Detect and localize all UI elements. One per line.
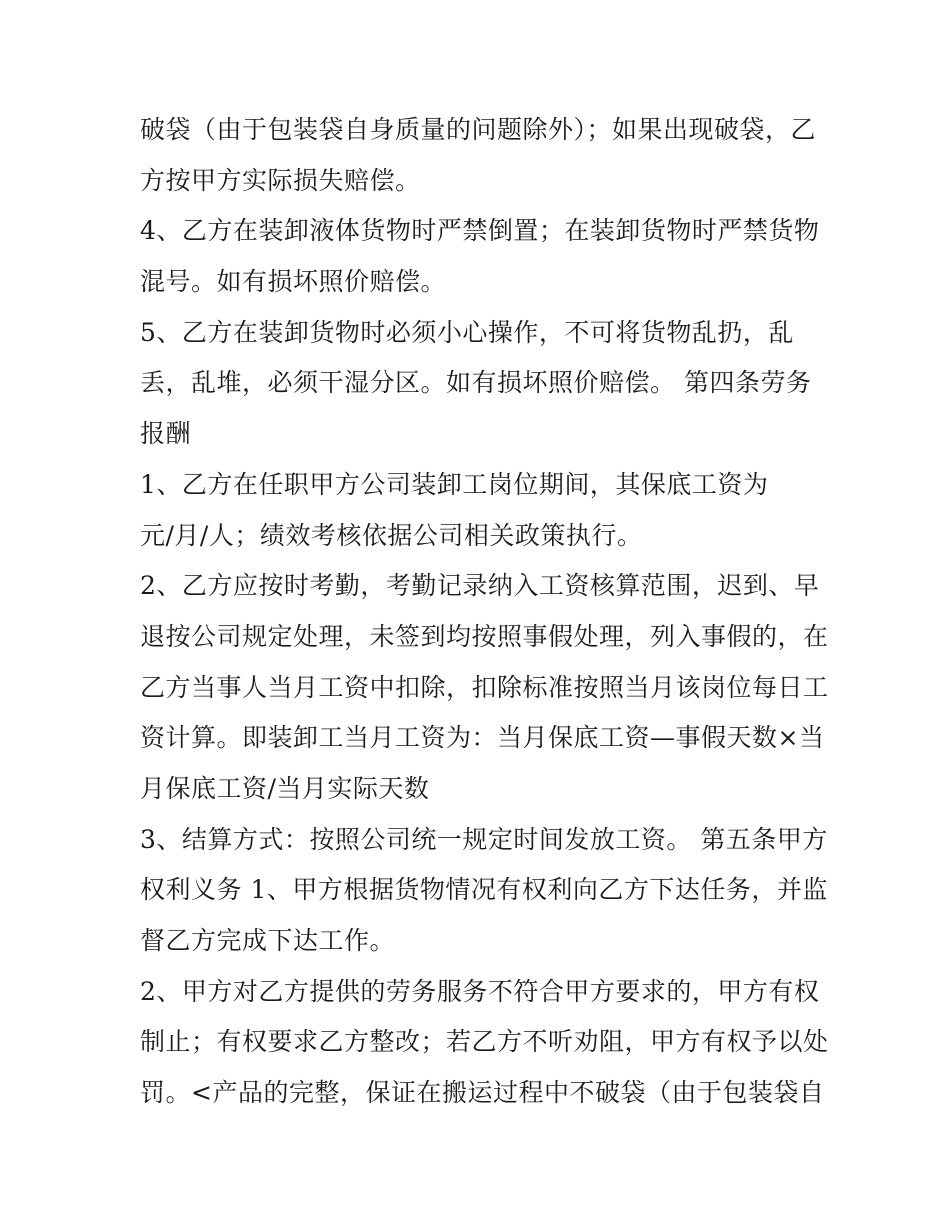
- text-line: 权利义务 1、甲方根据货物情况有权利向乙方下达任务，并监: [140, 875, 828, 904]
- text-line: 退按公司规定处理，未签到均按照事假处理，列入事假的，在: [140, 622, 829, 651]
- text-line: 3、结算方式：按照公司统一规定时间发放工资。 第五条甲方: [140, 825, 828, 854]
- text-line: 混号。如有损坏照价赔偿。: [140, 267, 447, 296]
- text-line: 报酬: [140, 419, 192, 448]
- text-line: 制止；有权要求乙方整改；若乙方不听劝阻，甲方有权予以处: [140, 1027, 829, 1056]
- text-line: 破袋（由于包装袋自身质量的问题除外）；如果出现破袋，乙: [140, 115, 817, 144]
- text-line: 乙方当事人当月工资中扣除，扣除标准按照当月该岗位每日工: [140, 673, 829, 702]
- text-line: 4、乙方在装卸液体货物时严禁倒置；在装卸货物时严禁货物: [140, 216, 820, 245]
- text-line: 5、乙方在装卸货物时必须小心操作，不可将货物乱扔，乱: [140, 318, 794, 347]
- text-line: 督乙方完成下达工作。: [140, 926, 396, 955]
- text-line: 2、甲方对乙方提供的劳务服务不符合甲方要求的，甲方有权: [140, 977, 820, 1006]
- text-line: 丢，乱堆，必须干湿分区。如有损坏照价赔偿。 第四条劳务: [140, 368, 812, 397]
- text-line: 罚。<产品的完整，保证在搬运过程中不破袋（由于包装袋自: [140, 1078, 825, 1107]
- text-line: 月保底工资/当月实际天数: [140, 774, 430, 803]
- text-line: 1、乙方在任职甲方公司装卸工岗位期间，其保底工资为: [140, 470, 769, 499]
- text-line: 元/月/人；绩效考核依据公司相关政策执行。: [140, 521, 643, 550]
- text-line: 资计算。即装卸工当月工资为：当月保底工资—事假天数×当: [140, 723, 825, 752]
- text-line: 2、乙方应按时考勤，考勤记录纳入工资核算范围，迟到、早: [140, 571, 820, 600]
- text-line: 方按甲方实际损失赔偿。: [140, 166, 421, 195]
